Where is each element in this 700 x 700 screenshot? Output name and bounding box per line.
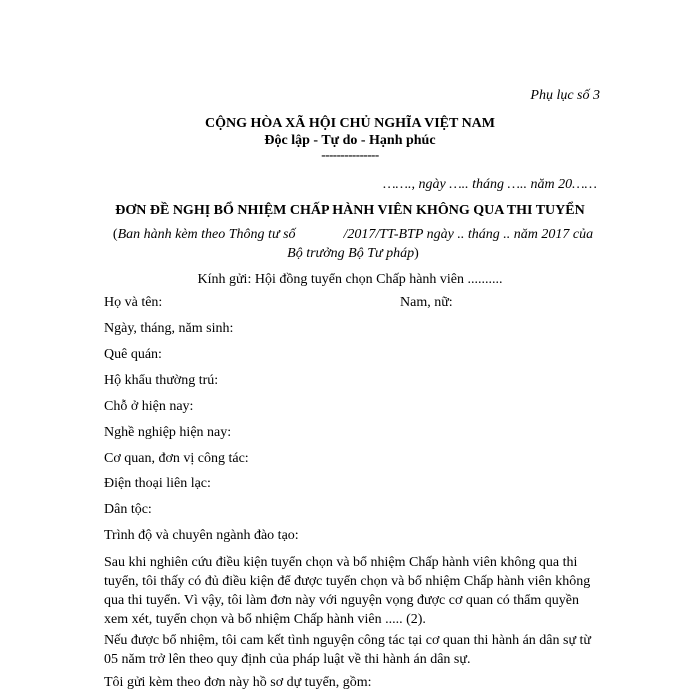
paragraph-commitment: Nếu được bổ nhiệm, tôi cam kết tình nguyện công tác tại cơ quan thi hành án dân sự từ 05 năm trở lên theo quy định của pháp luật về thi hành án dân sự. bbox=[104, 633, 592, 667]
issued-note bbox=[108, 225, 598, 263]
date-line: ……., ngày ….. tháng ….. năm 20…… bbox=[383, 177, 597, 192]
issued-text-part2: /2017/TT-BTP ngày .. tháng .. năm 2017 của Bộ trưởng Bộ Tư pháp bbox=[287, 227, 594, 261]
hometown-label: Quê quán: bbox=[104, 347, 162, 362]
paragraph-attachments: Tôi gửi kèm theo đơn này hồ sơ dự tuyển, gồm: bbox=[104, 675, 372, 690]
permanent-residence-label: Hộ khẩu thường trú: bbox=[104, 373, 219, 388]
current-residence-label: Chỗ ở hiện nay: bbox=[104, 399, 194, 414]
appendix-label: Phụ lục số 3 bbox=[530, 88, 600, 103]
document-title: ĐƠN ĐỀ NGHỊ BỔ NHIỆM CHẤP HÀNH VIÊN KHÔNG QUA THI TUYỂN bbox=[115, 203, 585, 218]
national-title: CỘNG HÒA XÃ HỘI CHỦ NGHĨA VIỆT NAM bbox=[204, 116, 495, 131]
ethnicity-label: Dân tộc: bbox=[104, 502, 152, 517]
occupation-label: Nghề nghiệp hiện nay: bbox=[104, 425, 232, 440]
national-motto: Độc lập - Tự do - Hạnh phúc bbox=[264, 133, 436, 148]
issued-text-part1: Ban hành kèm theo Thông tư số bbox=[117, 227, 296, 242]
header-divider: --------------- bbox=[321, 147, 379, 162]
birth-date-label: Ngày, tháng, năm sinh: bbox=[104, 321, 234, 336]
paragraph-request: Sau khi nghiên cứu điều kiện tuyển chọn và bổ nhiệm Chấp hành viên không qua thi tuyển, tôi thấy có đủ điều kiện để được tuyển chọn và bổ nhiệm Chấp hành viên không qua thi tuyển. Vì vậy, tôi làm đơn này với nguyện vọng được cơ quan có thẩm quyền xem xét, tuyển chọn và bổ nhiệm Chấp hành viên ..... (2). bbox=[104, 555, 591, 627]
phone-label: Điện thoại liên lạc: bbox=[104, 476, 211, 491]
issued-close-paren: ) bbox=[414, 246, 419, 261]
education-label: Trình độ và chuyên ngành đào tạo: bbox=[104, 528, 299, 543]
recipient-line: Kính gửi: Hội đồng tuyển chọn Chấp hành viên .......... bbox=[197, 272, 503, 287]
gender-label: Nam, nữ: bbox=[400, 295, 453, 310]
workplace-label: Cơ quan, đơn vị công tác: bbox=[104, 451, 249, 466]
full-name-label: Họ và tên: bbox=[104, 295, 163, 310]
issued-open-paren: ( bbox=[112, 227, 118, 242]
